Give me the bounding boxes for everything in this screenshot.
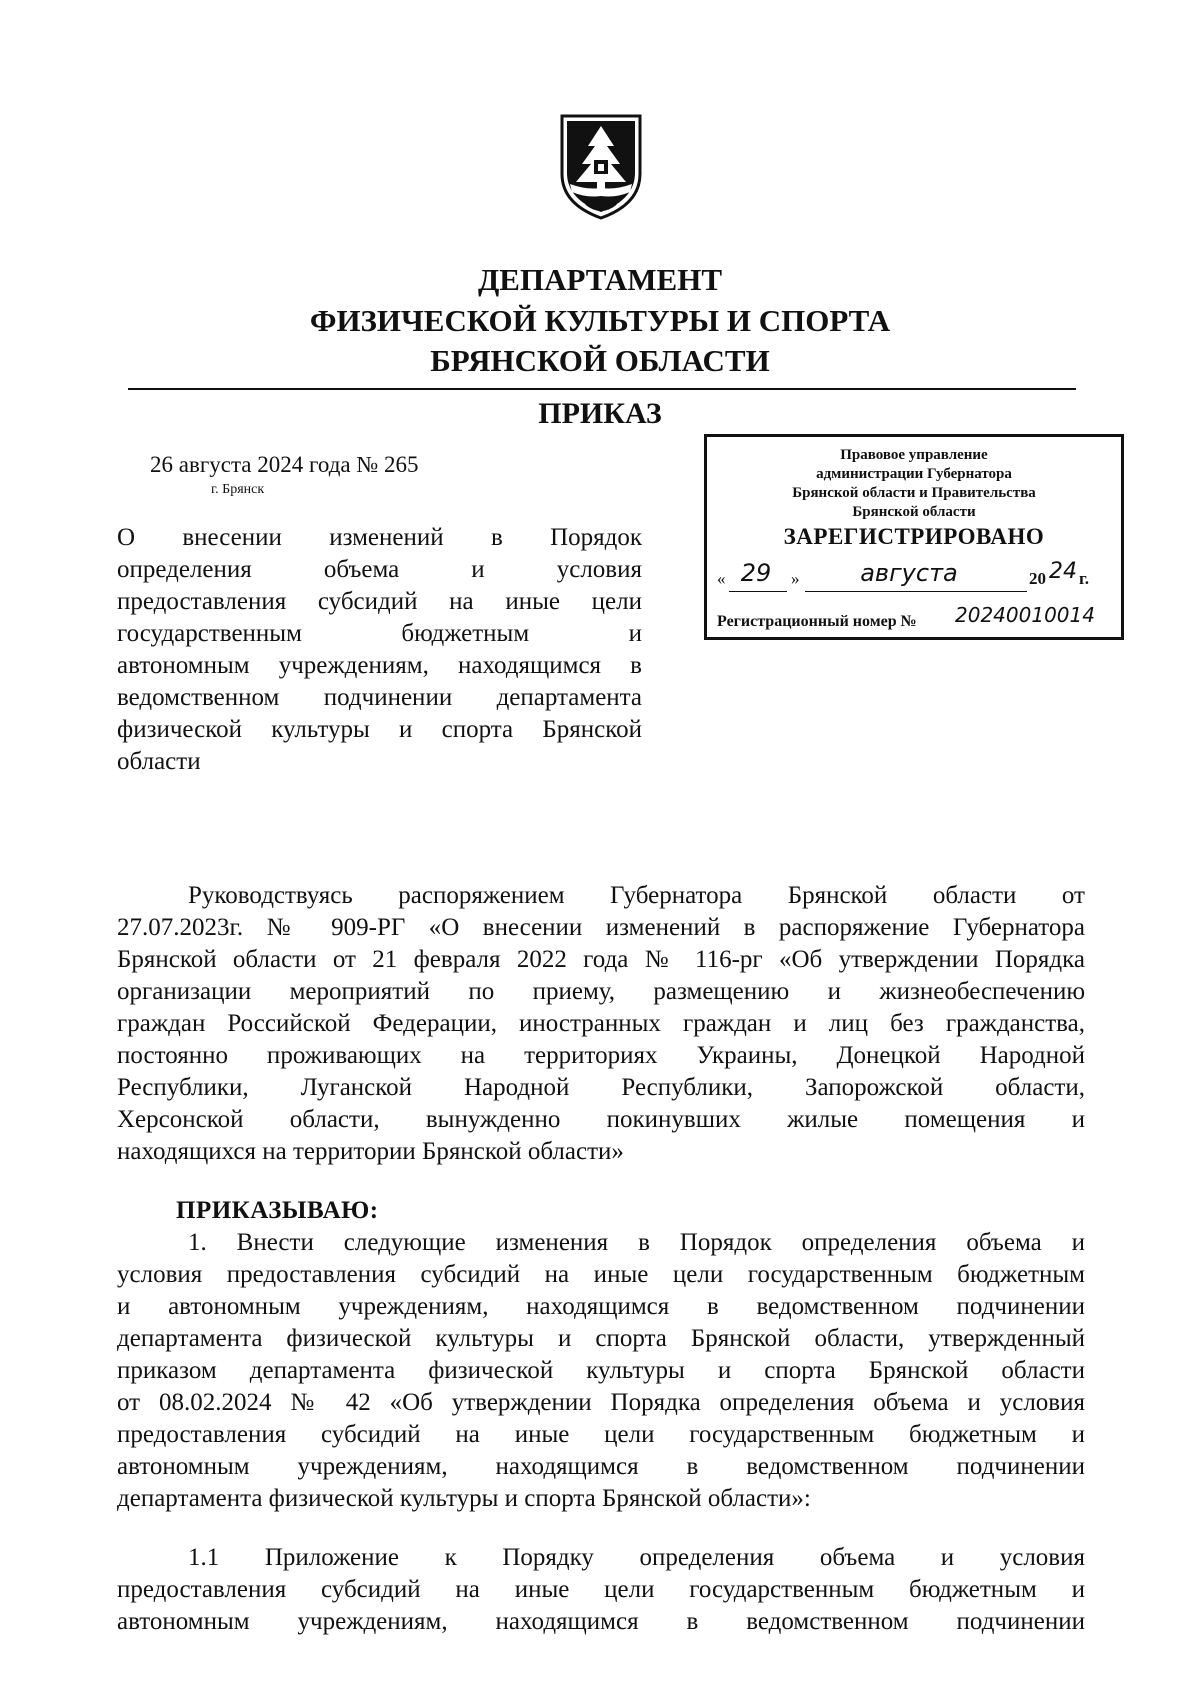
text-line: предоставления субсидий на иные цели государственным бюджетным и [117, 1421, 1085, 1448]
subject-line: физической культуры и спорта Брянской [117, 716, 642, 743]
order-date-number: 26 августа 2024 года № 265 [150, 452, 419, 477]
subject-line: автономным учреждениям, находящимся в [117, 652, 642, 679]
stamp-reg-number: 20240010014 [955, 603, 1095, 627]
department-title-line-2: ФИЗИЧЕСКОЙ КУЛЬТУРЫ И СПОРТА [309, 303, 891, 338]
stamp-date-row [717, 559, 1117, 597]
text-line: департамента физической культуры и спорта Брянской области, утвержденный [117, 1325, 1085, 1352]
text-line: от 08.02.2024 № 42 «Об утверждении Порядка определения объема и условия [117, 1389, 1085, 1416]
subject-line: определения объема и условия [117, 556, 642, 583]
text-line: Руководствуясь распоряжением Губернатора Брянской области от [188, 882, 1085, 909]
stamp-day-underline [729, 591, 787, 592]
text-line: 27.07.2023г. № 909-РГ «О внесении изменений в распоряжение Губернатора [117, 914, 1085, 941]
stamp-month-underline [805, 591, 1027, 592]
text-line: автономным учреждениям, находящимся в ведомственном подчинении [117, 1608, 1085, 1635]
subject-line: ведомственном подчинении департамента [117, 684, 642, 711]
department-title-line-1: ДЕПАРТАМЕНТ [477, 262, 723, 297]
coat-of-arms-icon [556, 112, 646, 224]
department-title-line-3: БРЯНСКОЙ ОБЛАСТИ [430, 343, 770, 378]
text-line: 1.1 Приложение к Порядку определения объема и условия [188, 1544, 1085, 1571]
text-line: постоянно проживающих на территориях Украины, Донецкой Народной [117, 1042, 1085, 1069]
subject-line: предоставления субсидий на иные цели [117, 588, 642, 615]
stamp-date-year-prefix: 20 [1029, 569, 1046, 588]
item-1-paragraph [117, 1227, 1085, 1515]
stamp-line: Брянской области и Правительства [792, 485, 1036, 501]
order-command: ПРИКАЗЫВАЮ: [176, 1197, 379, 1224]
header-divider [128, 388, 1076, 390]
text-line: условия предоставления субсидий на иные цели государственным бюджетным [117, 1261, 1085, 1288]
subject-line: области [117, 748, 201, 775]
stamp-date-year-suffix: 24 [1049, 559, 1077, 584]
text-line: Республики, Луганской Народной Республики, Запорожской области, [117, 1074, 1085, 1101]
text-line: приказом департамента физической культуры и спорта Брянской области [117, 1357, 1085, 1384]
stamp-date-month: августа [860, 559, 958, 587]
stamp-date-day: 29 [740, 559, 772, 587]
text-line: организации мероприятий по приему, размещению и жизнеобеспечению [117, 978, 1085, 1005]
text-line: и автономным учреждениям, находящимся в ведомственном подчинении [117, 1293, 1085, 1320]
subject-line: государственным бюджетным и [117, 620, 642, 647]
text-line: автономным учреждениям, находящимся в ведомственном подчинении [117, 1453, 1085, 1480]
text-line: 1. Внести следующие изменения в Порядок определения объема и [188, 1229, 1085, 1256]
text-line: находящихся на территории Брянской области» [117, 1138, 624, 1165]
stamp-line: Брянской области [852, 504, 976, 520]
subject-line: О внесении изменений в Порядок [117, 524, 642, 551]
stamp-line: Правовое управление [840, 447, 988, 463]
stamp-date-open-quote: « [717, 569, 726, 588]
text-line: граждан Российской Федерации, иностранных граждан и лиц без гражданства, [117, 1010, 1085, 1037]
order-city: г. Брянск [211, 482, 265, 497]
text-line: департамента физической культуры и спорта Брянской области»: [117, 1485, 811, 1512]
stamp-date-close-quote: » [791, 569, 800, 588]
order-subject [117, 522, 642, 778]
order-title: ПРИКАЗ [538, 397, 662, 430]
stamp-reg-label: Регистрационный номер № [717, 613, 917, 630]
stamp-reg-row [717, 603, 1117, 637]
text-line: предоставления субсидий на иные цели государственным бюджетным и [117, 1576, 1085, 1603]
stamp-line: администрации Губернатора [816, 466, 1012, 482]
stamp-registered: ЗАРЕГИСТРИРОВАНО [783, 524, 1045, 549]
text-line: Херсонской области, вынужденно покинувших жилые помещения и [117, 1106, 1085, 1133]
registration-stamp [704, 434, 1124, 640]
stamp-date-year-unit: г. [1079, 569, 1090, 588]
preamble-paragraph [117, 880, 1085, 1168]
item-1-1-paragraph [117, 1542, 1085, 1638]
text-line: Брянской области от 21 февраля 2022 года № 116-рг «Об утверждении Порядка [117, 946, 1085, 973]
